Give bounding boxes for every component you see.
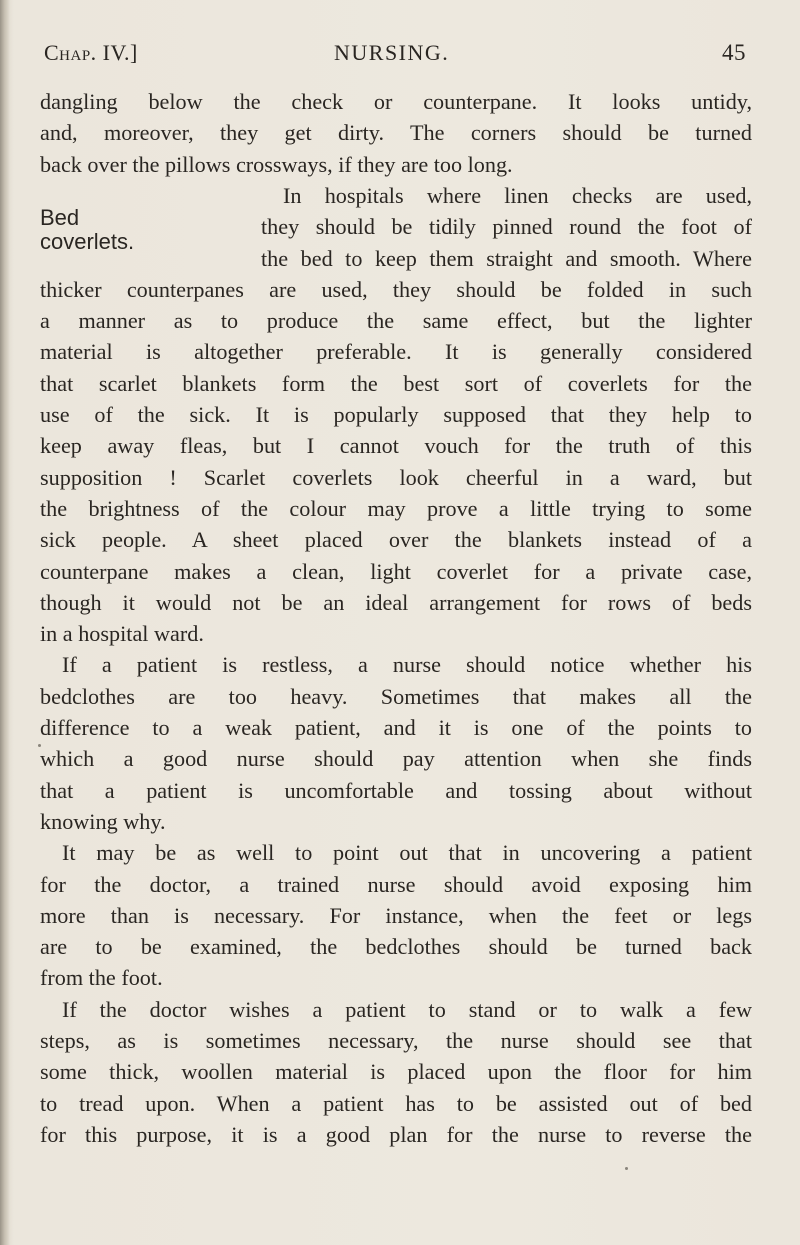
text-line: the brightness of the colour may prove a little trying to some (40, 495, 752, 521)
binding-gutter (0, 0, 10, 1245)
text-line: If a patient is restless, a nurse should notice whether his (62, 652, 752, 678)
text-line: counterpane makes a clean, light coverlet for a private case, (40, 558, 752, 584)
paragraph-bed-coverlets (261, 180, 752, 274)
chapter-label: Chap. IV.] (44, 40, 138, 65)
paper-speck (625, 1167, 628, 1170)
text-line: use of the sick. It is popularly supposed that they help to (40, 402, 752, 428)
marginal-sidenote (40, 206, 240, 254)
text-line: more than is necessary. For instance, when the feet or legs (40, 902, 752, 928)
text-line: though it would not be an ideal arrangement for rows of beds (40, 589, 752, 615)
text-line: the bed to keep them straight and smooth. Where (261, 245, 752, 271)
sidenote-line: coverlets. (40, 229, 135, 254)
body-text (40, 274, 752, 1150)
text-line: thicker counterpanes are used, they should be folded in such (40, 276, 752, 302)
text-line: knowing why. (40, 808, 166, 834)
text-line: material is altogether preferable. It is generally considered (40, 339, 752, 365)
text-line: If the doctor wishes a patient to stand or to walk a few (62, 996, 752, 1022)
text-line: that a patient is uncomfortable and tossing about without (40, 777, 752, 803)
text-line: and, moreover, they get dirty. The corners should be turned (40, 120, 752, 146)
text-line: for this purpose, it is a good plan for the nurse to reverse the (40, 1121, 752, 1147)
text-line: in a hospital ward. (40, 621, 204, 647)
text-line: which a good nurse should pay attention when she finds (40, 746, 752, 772)
text-line: from the foot. (40, 965, 163, 991)
text-line: they should be tidily pinned round the foot of (261, 214, 752, 240)
text-line: for the doctor, a trained nurse should avoid exposing him (40, 871, 752, 897)
text-line: to tread upon. When a patient has to be assisted out of bed (40, 1090, 752, 1116)
text-line: sick people. A sheet placed over the blankets instead of a (40, 527, 752, 553)
paper-speck (38, 744, 41, 747)
text-line: In hospitals where linen checks are used, (283, 183, 752, 208)
running-head (44, 40, 746, 74)
paragraph-continued (40, 86, 752, 180)
text-line: difference to a weak patient, and it is one of the points to (40, 715, 752, 741)
text-line: keep away fleas, but I cannot vouch for the truth of this (40, 433, 752, 459)
text-line: bedclothes are too heavy. Sometimes that makes all the (40, 683, 752, 709)
text-line: back over the pillows crossways, if they are too long. (40, 151, 513, 177)
text-line: It may be as well to point out that in uncovering a patient (62, 840, 752, 866)
text-line: a manner as to produce the same effect, but the lighter (40, 308, 752, 334)
text-line: supposition ! Scarlet coverlets look cheerful in a ward, but (40, 464, 752, 490)
running-title: NURSING. (334, 40, 450, 65)
text-line: some thick, woollen material is placed upon the floor for him (40, 1059, 752, 1085)
text-line: are to be examined, the bedclothes should be turned back (40, 934, 752, 960)
page-number: 45 (722, 40, 746, 65)
text-line: dangling below the check or counterpane. It looks untidy, (40, 89, 752, 114)
text-line: steps, as is sometimes necessary, the nurse should see that (40, 1028, 752, 1054)
text-line: that scarlet blankets form the best sort of coverlets for the (40, 370, 752, 396)
sidenote-line: Bed (40, 205, 80, 230)
